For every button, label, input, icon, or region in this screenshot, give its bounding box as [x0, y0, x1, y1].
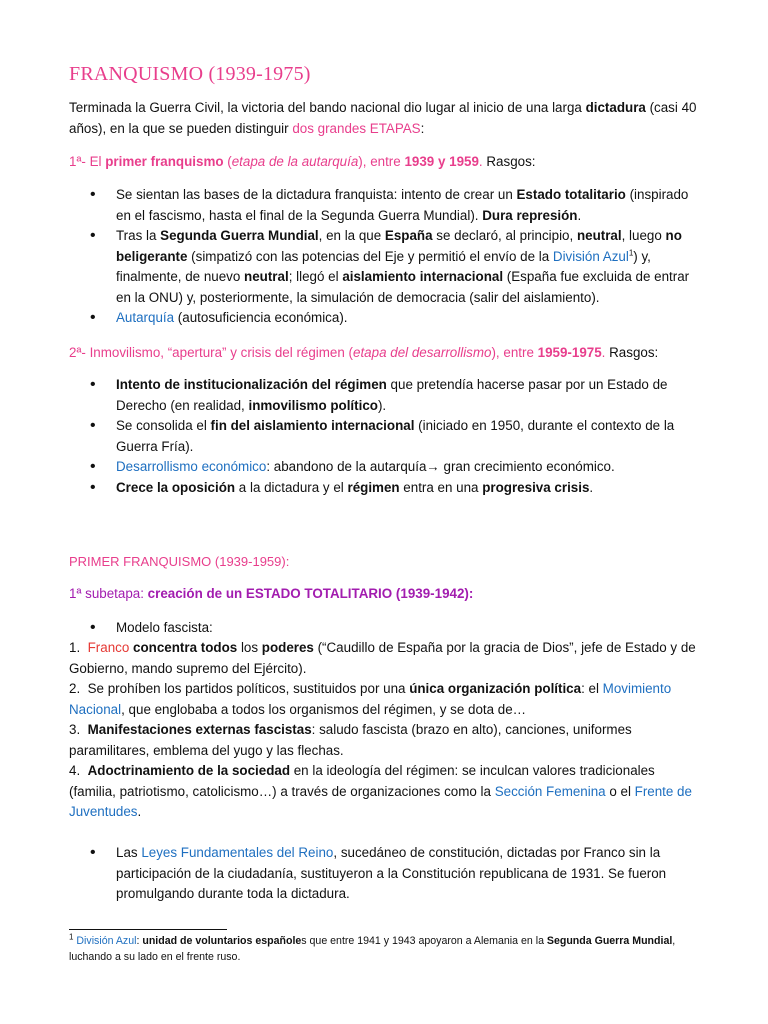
item-text: ; llegó el: [288, 269, 343, 284]
stage1-heading-bold: primer franquismo: [105, 154, 224, 169]
stage2-heading-text: 2ª- Inmovilismo, “apertura” y crisis del régimen (: [69, 345, 354, 360]
item-text: se declaró, al principio,: [432, 228, 577, 243]
seccion-femenina-link: Sección Femenina: [494, 783, 606, 799]
item-text: (simpatizó con las potencias del Eje y permitió el envío de la: [187, 248, 553, 264]
list-item: [69, 375, 699, 416]
stage2-heading-bold: 1959-1975: [537, 345, 602, 360]
numbered-list: [69, 638, 699, 823]
model-bullet: [69, 618, 699, 639]
footnote-text: s que entre 1941 y 1943 apoyaron a Alemania en la: [301, 935, 547, 947]
item-text: Se sientan las bases de la dictadura franquista: intento de crear un: [116, 187, 517, 202]
item-bold: no beligerante: [116, 228, 682, 264]
stage2-heading-italic: etapa del desarrollismo: [353, 345, 492, 360]
numbered-item: [69, 679, 699, 720]
item-text: (inspirado en el fascismo, hasta el final de la Segunda Guerra Mundial).: [116, 187, 689, 223]
laws-bullet: [69, 843, 699, 905]
list-item: [69, 185, 699, 226]
intro-paragraph: [69, 98, 699, 139]
stage1-heading-text: .: [478, 154, 483, 169]
item-bold: neutral: [244, 269, 289, 284]
autarquia-link: Autarquía: [116, 310, 175, 325]
stage1-heading-text: 1ª- El: [69, 154, 106, 169]
stage1-bullets: [69, 185, 699, 329]
list-item: [69, 457, 699, 478]
item-bold: concentra todos: [133, 640, 238, 655]
stage2-heading-text: .: [601, 345, 606, 360]
item-bold: Segunda Guerra Mundial: [160, 228, 319, 243]
footnote-ref: 1: [628, 248, 634, 258]
item-bold: fin del aislamiento internacional: [210, 418, 415, 433]
list-item: [69, 416, 699, 457]
item-text: ).: [377, 397, 387, 413]
stage2-heading: [69, 343, 699, 364]
footnote-link: División Azul: [76, 935, 137, 947]
item-text: .: [137, 804, 142, 819]
item-text: entra en una: [399, 479, 483, 495]
intro-text: Terminada la Guerra Civil, la victoria del bando nacional dio lugar al inicio de una larga: [69, 100, 586, 115]
item-text: ) y, finalmente, de nuevo: [116, 248, 651, 284]
item-bold: neutral: [576, 228, 622, 243]
frente-juventudes-link: Frente de Juventudes: [69, 783, 692, 819]
section-heading: PRIMER FRANQUISMO (1939-1959):: [69, 554, 290, 569]
footnote-separator: [69, 929, 227, 930]
item-bold: progresiva crisis: [482, 479, 590, 495]
list-item: • Modelo fascista:: [69, 618, 699, 639]
intro-bold: dictadura: [585, 100, 646, 115]
stage1-heading-italic: etapa de la autarquía: [231, 154, 359, 169]
movimiento-nacional-link: Movimiento Nacional: [69, 681, 672, 717]
item-text: los: [237, 640, 262, 655]
item-bold: Crece la oposición: [116, 479, 236, 495]
footnote-bold: unidad de voluntarios españole: [142, 935, 302, 947]
stage1-heading-text: (: [223, 154, 232, 169]
list-item: [69, 308, 699, 329]
item-bold: aislamiento internacional: [342, 269, 504, 284]
item-text: Se consolida el: [116, 418, 211, 433]
footnote-text: :: [136, 935, 143, 947]
item-text: : saludo fascista (brazo en alto), canciones, uniformes paramilitares, emblema del yugo y las flechas.: [69, 722, 632, 758]
item-text: , sucedáneo de constitución, dictadas por Franco sin la participación de la ciudadanía, sustituyeron a la Constitución republicana de 1931. Se fueron promulgando durante toda la dictadura.: [116, 845, 667, 901]
item-number: 3.: [69, 722, 81, 737]
etapas-link: dos grandes ETAPAS: [292, 120, 421, 136]
item-text: Las: [116, 845, 142, 860]
item-bold: inmovilismo político: [248, 397, 378, 413]
stage1-heading-text: ), entre: [358, 154, 405, 169]
item-text: (autosuficiencia económica).: [174, 310, 348, 325]
intro-text: :: [420, 120, 425, 136]
item-bold: Adoctrinamiento de la sociedad: [87, 763, 291, 778]
footnote-text: , luchando a su lado en el frente ruso.: [69, 935, 676, 963]
footnote-number: 1: [69, 932, 74, 942]
item-text: o el: [605, 783, 635, 799]
footnote: [69, 933, 699, 965]
item-bold: Intento de institucionalización del régimen: [116, 377, 387, 392]
stage2-bullets: [69, 375, 699, 498]
stage1-heading-bold: 1939 y 1959: [404, 154, 479, 169]
list-item: [69, 226, 699, 308]
item-text: : abandono de la autarquía→ gran crecimiento económico.: [266, 459, 615, 474]
list-item: [69, 478, 699, 499]
item-number: 1.: [69, 640, 81, 655]
item-text: Se prohíben los partidos políticos, sustituidos por una: [87, 681, 410, 696]
item-text: en la ideología del régimen: se inculcan valores tradicionales (familia, patriotismo, catolicismo…) a través de organizaciones como la: [69, 763, 655, 799]
item-bold: Dura represión: [482, 207, 578, 223]
item-bold: España: [384, 228, 433, 243]
numbered-item: [69, 761, 699, 823]
document-title: FRANQUISMO (1939-1975): [69, 63, 311, 85]
item-text: , en la que: [318, 228, 385, 243]
item-bold: Manifestaciones externas fascistas: [87, 722, 312, 737]
list-item: [69, 843, 699, 905]
item-text: , luego: [621, 228, 666, 243]
item-text: .: [577, 207, 582, 223]
item-bold: Estado totalitario: [516, 187, 626, 202]
stage1-heading: [69, 152, 699, 173]
item-number: 2.: [69, 681, 81, 696]
item-bold: única organización política: [409, 681, 582, 696]
intro-text: (casi 40 años), en la que se pueden distinguir: [69, 100, 697, 136]
division-azul-link: División Azul: [552, 248, 629, 264]
item-text: (España fue excluida de entrar en la ONU) y, posteriormente, la simulación de democracia (salir del aislamiento).: [116, 269, 690, 305]
franco-link: Franco: [87, 640, 130, 655]
desarrollismo-link: Desarrollismo económico: [116, 459, 267, 474]
numbered-item: [69, 638, 699, 679]
item-bold: poderes: [261, 640, 314, 655]
stage2-heading-text: Rasgos:: [605, 345, 659, 360]
item-number: 4.: [69, 763, 81, 778]
numbered-item: [69, 720, 699, 761]
leyes-fundamentales-link: Leyes Fundamentales del Reino: [141, 845, 334, 860]
stage2-heading-text: ), entre: [491, 345, 538, 360]
item-text: (iniciado en 1950, durante el contexto de la Guerra Fría).: [116, 418, 675, 454]
footnote-bold: Segunda Guerra Mundial: [546, 935, 673, 947]
item-text: (“Caudillo de España por la gracia de Dios”, jefe de Estado y de Gobierno, mando supremo del Ejército).: [69, 640, 696, 676]
item-bold: régimen: [347, 479, 400, 495]
item-text: : el: [581, 681, 603, 696]
item-text: .: [589, 479, 594, 495]
item-text: a la dictadura y el: [235, 479, 348, 495]
item-text: que pretendía hacerse pasar por un Estado de Derecho (en realidad,: [116, 377, 668, 413]
stage1-heading-text: Rasgos:: [482, 154, 536, 169]
item-text: , que englobaba a todos los organismos del régimen, y se dota de…: [121, 701, 527, 717]
subsection-title: creación de un ESTADO TOTALITARIO (1939-1942):: [147, 586, 474, 601]
subsection-heading: [69, 584, 699, 605]
subsection-label: 1ª subetapa:: [69, 586, 148, 601]
item-text: Tras la: [116, 228, 161, 243]
